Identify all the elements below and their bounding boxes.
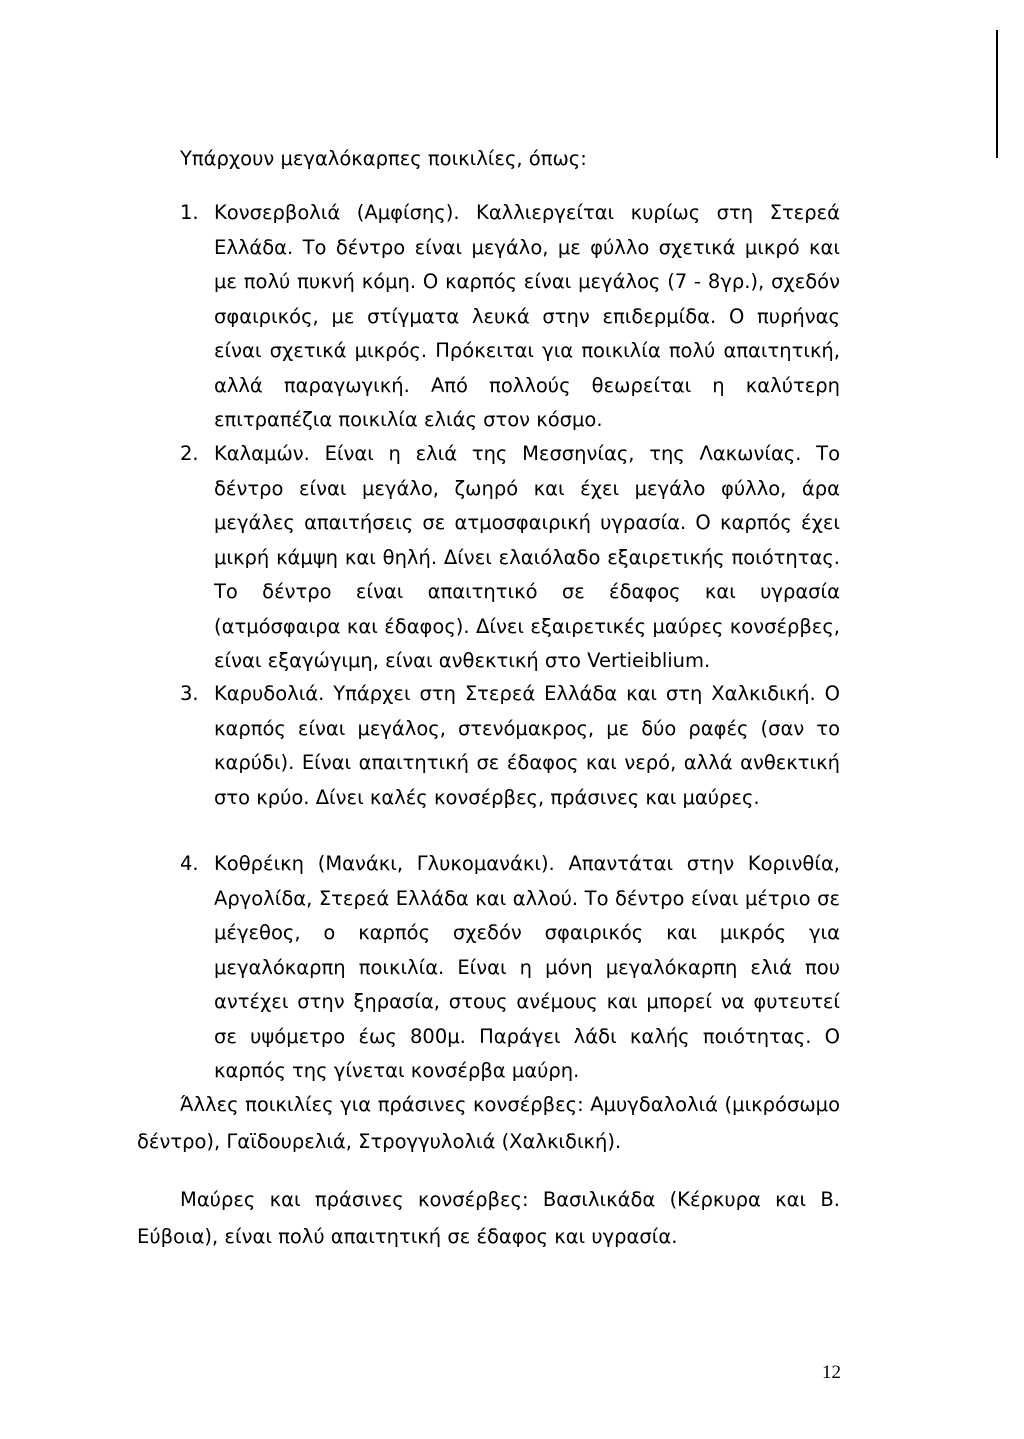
list-item-number: 1. xyxy=(180,201,199,224)
black-green-paragraph: Μαύρες και πράσινες κονσέρβες: Βασιλικάδα (Κέρκυρα και Β. Εύβοια), είναι πολύ απαιτητική σε έδαφος και υγρασία. xyxy=(137,1188,840,1248)
list-item-text: Κονσερβολιά (Αμφίσης). Καλλιεργείται κυρίως στη Στερεά Ελλάδα. Το δέντρο είναι μεγάλο, με φύλλο σχετικά μικρό και με πολύ πυκνή κόμη. Ο καρπός είναι μεγάλος (7 - 8γρ.), σχεδόν σφαιρικός, με στίγματα λευκά στην επιδερμίδα. Ο πυρήνας είναι σχετικά μικρός. Πρόκειται για ποικιλία πολύ απαιτητική, αλλά παραγωγική. Από πολλούς θεωρείται η καλύτερη επιτραπέζια ποικιλία ελιάς στον κόσμο. xyxy=(214,201,840,431)
list-item-number: 4. xyxy=(180,852,199,875)
list-item xyxy=(180,847,840,1089)
list-item xyxy=(180,677,840,815)
intro-text: Υπάρχουν μεγαλόκαρπες ποικιλίες, όπως: xyxy=(180,147,587,170)
list-item-number: 2. xyxy=(180,442,199,465)
page-number: 12 xyxy=(822,1362,841,1383)
list-item-number: 3. xyxy=(180,682,199,705)
list-item-text: Καρυδολιά. Υπάρχει στη Στερεά Ελλάδα και στη Χαλκιδική. Ο καρπός είναι μεγάλος, στενόμακρος, με δύο ραφές (σαν το καρύδι). Είναι απαιτητική σε έδαφος και νερό, αλλά ανθεκτική στο κρύο. Δίνει καλές κονσέρβες, πράσινες και μαύρες. xyxy=(214,682,840,809)
list-item xyxy=(180,437,840,679)
list-item-text: Κοθρέικη (Μανάκι, Γλυκομανάκι). Απαντάται στην Κορινθία, Αργολίδα, Στερεά Ελλάδα και αλλού. Το δέντρο είναι μέτριο σε μέγεθος, ο καρπός σχεδόν σφαιρικός και μικρός για μεγαλόκαρπη ποικιλία. Είναι η μόνη μεγαλόκαρπη ελιά που αντέχει στην ξηρασία, στους ανέμους και μπορεί να φυτευτεί σε υψόμετρο έως 800μ. Παράγει λάδι καλής ποιότητας. Ο καρπός της γίνεται κονσέρβα μαύρη. xyxy=(214,852,840,1082)
list-item xyxy=(180,196,840,438)
list-item-text: Καλαμών. Είναι η ελιά της Μεσσηνίας, της Λακωνίας. Το δέντρο είναι μεγάλο, ζωηρό και έχει μεγάλο φύλλο, άρα μεγάλες απαιτήσεις σε ατμοσφαιρική υγρασία. Ο καρπός έχει μικρή κάμψη και θηλή. Δίνει ελαιόλαδο εξαιρετικής ποιότητας. Το δέντρο είναι απαιτητικό σε έδαφος και υγρασία (ατμόσφαιρα και έδαφος). Δίνει εξαιρετικές μαύρες κονσέρβες, είναι εξαγώγιμη, είναι ανθεκτική στο Vertieiblium. xyxy=(214,442,840,672)
other-varieties-paragraph: Άλλες ποικιλίες για πράσινες κονσέρβες: Αμυγδαλολιά (μικρόσωμο δέντρο), Γαϊδουρελιά, Στρογγυλολιά (Χαλκιδική). xyxy=(137,1093,840,1153)
